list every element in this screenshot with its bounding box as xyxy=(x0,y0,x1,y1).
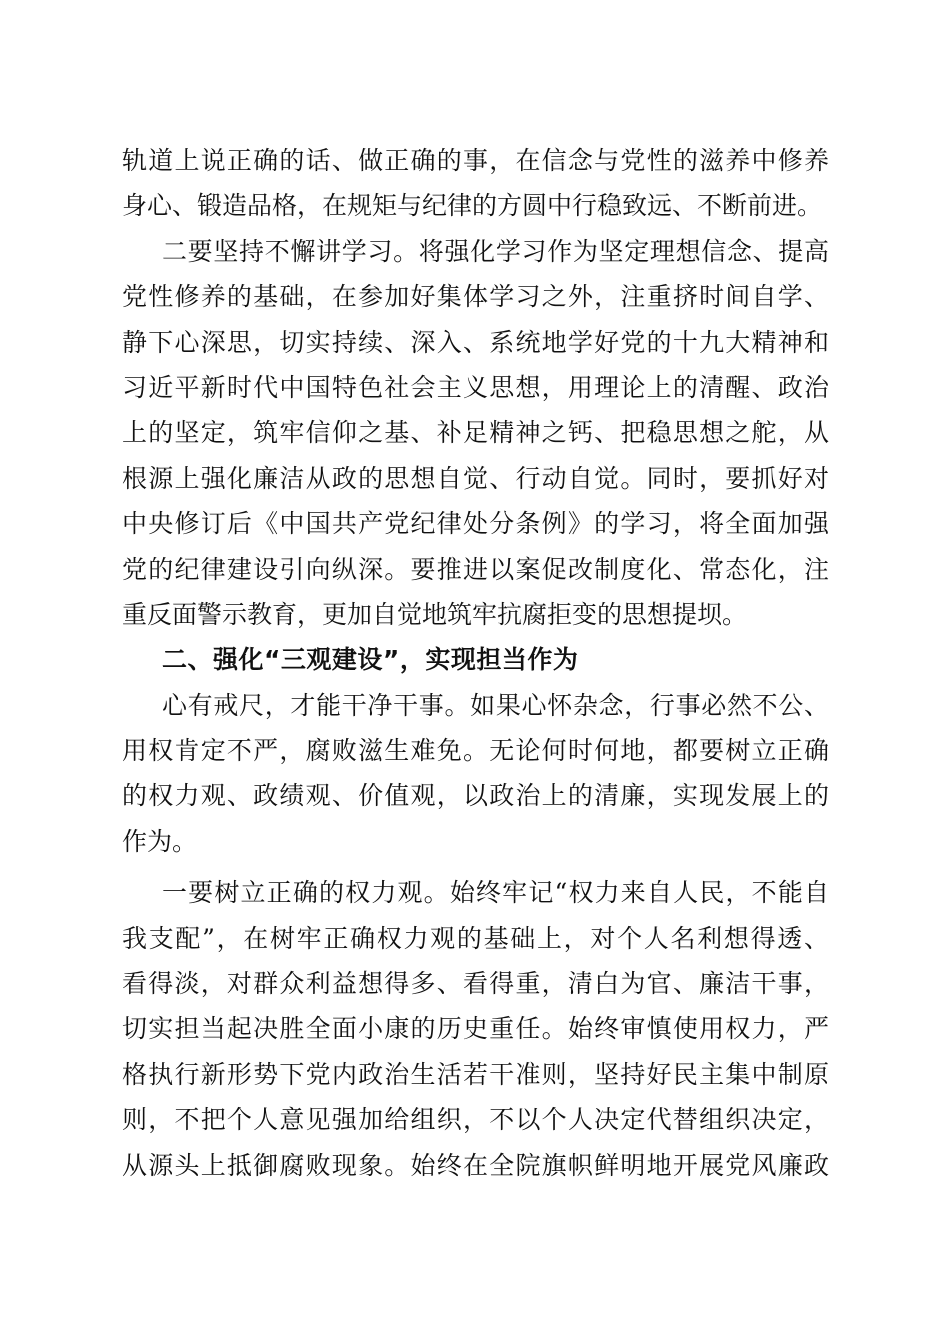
text-line: 党性修养的基础，在参加好集体学习之外，注重挤时间自学、 xyxy=(122,282,829,312)
text-line: 格执行新形势下党内政治生活若干准则，坚持好民主集中制原 xyxy=(122,1059,829,1089)
text-line: 的权力观、政绩观、价值观，以政治上的清廉，实现发展上的 xyxy=(122,781,829,811)
text-line: 根源上强化廉洁从政的思想自觉、行动自觉。同时，要抓好对 xyxy=(122,463,829,493)
paragraph-first-line: 二要坚持不懈讲学习。将强化学习作为坚定理想信念、提高 xyxy=(162,236,829,266)
text-line: 静下心深思，切实持续、深入、系统地学好党的十九大精神和 xyxy=(122,327,829,357)
text-line: 则，不把个人意见强加给组织，不以个人决定代替组织决定， xyxy=(122,1105,829,1135)
text-line: 我支配”，在树牢正确权力观的基础上，对个人名利想得透、 xyxy=(122,923,829,953)
text-line: 用权肯定不严，腐败滋生难免。无论何时何地，都要树立正确 xyxy=(122,736,829,766)
text-line: 重反面警示教育，更加自觉地筑牢抗腐拒变的思想提坝。 xyxy=(122,599,748,629)
text-line: 党的纪律建设引向纵深。要推进以案促改制度化、常态化，注 xyxy=(122,554,829,584)
text-line: 中央修订后《中国共产党纪律处分条例》的学习，将全面加强 xyxy=(122,509,829,539)
text-line: 上的坚定，筑牢信仰之基、补足精神之钙、把稳思想之舵，从 xyxy=(122,418,829,448)
text-line: 身心、锻造品格，在规矩与纪律的方圆中行稳致远、不断前进。 xyxy=(122,191,823,221)
text-line: 习近平新时代中国特色社会主义思想，用理论上的清醒、政治 xyxy=(122,372,829,402)
paragraph-first-line: 一要树立正确的权力观。始终牢记“权力来自人民，不能自 xyxy=(162,878,829,908)
section-heading: 二、强化“三观建设”，实现担当作为 xyxy=(162,645,579,675)
document-body xyxy=(122,138,829,1188)
paragraph-first-line: 心有戒尺，才能干净干事。如果心怀杂念，行事必然不公、 xyxy=(162,690,829,720)
text-line: 看得淡，对群众利益想得多、看得重，清白为官、廉洁干事， xyxy=(122,969,829,999)
text-line: 从源头上抵御腐败现象。始终在全院旗帜鲜明地开展党风廉政 xyxy=(122,1150,829,1180)
text-line: 切实担当起决胜全面小康的历史重任。始终审慎使用权力，严 xyxy=(122,1014,829,1044)
text-line: 作为。 xyxy=(122,826,198,856)
text-line: 轨道上说正确的话、做正确的事，在信念与党性的滋养中修养 xyxy=(122,146,829,175)
